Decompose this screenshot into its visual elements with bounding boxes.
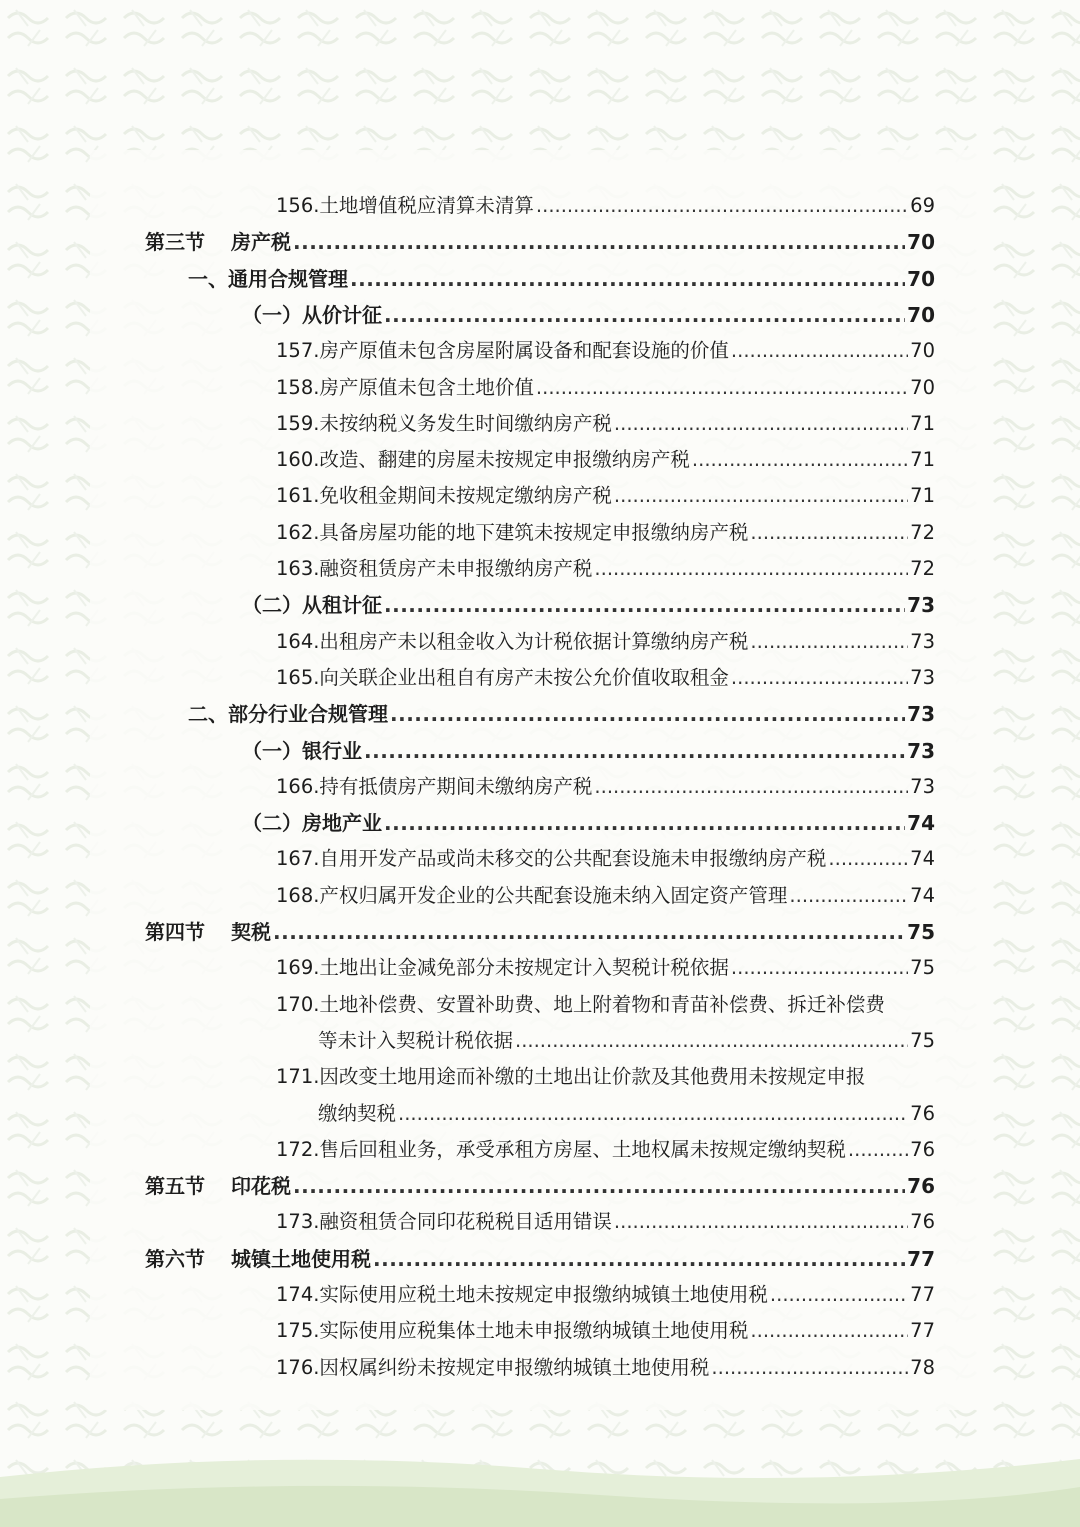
toc-page-number: 75 bbox=[907, 920, 935, 944]
dot-leader bbox=[398, 1096, 908, 1132]
toc-entry[interactable] bbox=[276, 660, 935, 696]
toc-section[interactable] bbox=[145, 224, 935, 260]
toc-page-number: 71 bbox=[910, 448, 935, 472]
toc-entry-title-wrap bbox=[145, 1168, 291, 1204]
dot-leader bbox=[770, 1277, 908, 1313]
dot-leader bbox=[711, 1350, 908, 1386]
dot-leader bbox=[731, 660, 908, 696]
toc-entry-title-wrap bbox=[242, 805, 382, 841]
toc-section-label: 第六节 bbox=[145, 1246, 205, 1271]
toc-page-number: 77 bbox=[910, 1319, 935, 1343]
toc-page-number: 73 bbox=[910, 629, 935, 653]
toc-entry-title: 168.产权归属开发企业的公共配套设施未纳入固定资产管理 bbox=[276, 883, 788, 907]
toc-page-number: 76 bbox=[910, 1101, 935, 1125]
toc-entry-title-wrap bbox=[276, 1313, 748, 1349]
toc-entry-title: 167.自用开发产品或尚未移交的公共配套设施未申报缴纳房产税 bbox=[276, 847, 827, 871]
toc-page-number: 72 bbox=[910, 520, 935, 544]
toc-entry-title: （一）从价计征 bbox=[242, 302, 382, 327]
toc-entry-title-wrap bbox=[276, 624, 748, 660]
toc-entry-title: 一、通用合规管理 bbox=[188, 266, 348, 291]
dot-leader bbox=[390, 696, 905, 732]
toc-entry[interactable] bbox=[276, 333, 935, 369]
dot-leader bbox=[273, 914, 905, 950]
toc-page-number: 73 bbox=[910, 665, 935, 689]
toc-page-number: 71 bbox=[910, 484, 935, 508]
dot-leader bbox=[789, 878, 908, 914]
toc-entry-title: 164.出租房产未以租金收入为计税依据计算缴纳房产税 bbox=[276, 629, 749, 653]
toc-entry-title-wrap bbox=[276, 188, 534, 224]
toc-entry-title-wrap bbox=[276, 515, 748, 551]
toc-entry[interactable] bbox=[276, 950, 935, 986]
dot-leader bbox=[536, 188, 908, 224]
toc-page-number: 77 bbox=[910, 1283, 935, 1306]
toc-entry-title: 等未计入契税计税依据 bbox=[318, 1028, 514, 1052]
toc-entry-title-wrap bbox=[242, 733, 362, 769]
toc-entry-title: （一）银行业 bbox=[242, 738, 362, 763]
toc-entry[interactable] bbox=[276, 478, 935, 514]
toc-page-number: 75 bbox=[910, 956, 935, 980]
toc-entry[interactable] bbox=[276, 1059, 935, 1095]
dot-leader bbox=[293, 1168, 905, 1204]
toc-entry-title-wrap bbox=[276, 1350, 709, 1386]
toc-entry-title: （二）房地产业 bbox=[242, 811, 382, 836]
toc-entry[interactable] bbox=[276, 406, 935, 442]
toc-section-label: 第四节 bbox=[145, 920, 205, 944]
toc-entry-title-wrap bbox=[276, 333, 729, 369]
toc-page-number: 77 bbox=[907, 1246, 935, 1271]
toc-entry-title: 174.实际使用应税土地未按规定申报缴纳城镇土地使用税 bbox=[276, 1283, 768, 1306]
dot-leader bbox=[293, 224, 905, 260]
toc-page-number: 73 bbox=[907, 702, 935, 727]
toc-entry-title: 158.房产原值未包含土地价值 bbox=[276, 375, 534, 399]
toc-entry[interactable] bbox=[276, 370, 935, 406]
toc-page-number: 72 bbox=[910, 557, 935, 580]
toc-entry-title: 173.融资租赁合同印花税税目适用错误 bbox=[276, 1210, 612, 1234]
toc-section[interactable] bbox=[145, 1168, 935, 1204]
toc-entry[interactable] bbox=[276, 442, 935, 478]
toc-heading[interactable] bbox=[242, 733, 935, 769]
toc-section[interactable] bbox=[145, 1241, 935, 1277]
toc-section-label: 第三节 bbox=[145, 230, 205, 255]
toc-entry-title-wrap bbox=[242, 587, 382, 623]
toc-entry-title-wrap bbox=[242, 297, 382, 333]
toc-entry[interactable] bbox=[276, 551, 935, 587]
toc-page-number: 70 bbox=[907, 302, 935, 327]
toc-entry-title-wrap bbox=[276, 370, 534, 406]
toc-entry-title-wrap bbox=[276, 406, 612, 442]
dot-leader bbox=[828, 841, 908, 877]
toc-entry-title-wrap bbox=[145, 1241, 371, 1277]
toc-entry[interactable] bbox=[276, 841, 935, 877]
toc-entry-title: 156.土地增值税应清算未清算 bbox=[276, 194, 534, 217]
toc-entry-title-wrap bbox=[276, 950, 729, 986]
dot-leader bbox=[731, 333, 908, 369]
toc-page-number: 70 bbox=[910, 375, 935, 399]
toc-entry[interactable] bbox=[276, 987, 935, 1023]
toc-entry-title-wrap bbox=[276, 442, 690, 478]
toc-entry-title-wrap bbox=[276, 1204, 612, 1240]
toc-entry-title-wrap bbox=[276, 769, 592, 805]
toc-entry-title: 二、部分行业合规管理 bbox=[188, 702, 388, 727]
dot-leader bbox=[614, 1204, 908, 1240]
toc-page-number: 73 bbox=[907, 738, 935, 763]
toc-entry-title: 161.免收租金期间未按规定缴纳房产税 bbox=[276, 484, 612, 508]
toc-entry[interactable] bbox=[276, 188, 935, 224]
toc-page-number: 73 bbox=[910, 774, 935, 798]
toc-entry-title: 房产税 bbox=[231, 230, 291, 255]
toc-entry-title: 172.售后回租业务，承受承租方房屋、土地权属未按规定缴纳契税 bbox=[276, 1137, 846, 1161]
toc-entry-title-wrap bbox=[145, 914, 271, 950]
toc-entry[interactable] bbox=[276, 1132, 935, 1168]
toc-entry-title-wrap bbox=[188, 261, 348, 297]
toc-section-label: 第五节 bbox=[145, 1174, 205, 1199]
dot-leader bbox=[750, 1313, 908, 1349]
toc-entry[interactable] bbox=[276, 769, 935, 805]
dot-leader bbox=[594, 551, 908, 587]
toc-entry-title-wrap bbox=[276, 878, 787, 914]
toc-entry-title-wrap bbox=[276, 841, 826, 877]
toc-entry[interactable] bbox=[276, 1313, 935, 1349]
dot-leader bbox=[614, 478, 908, 514]
toc-entry-title: 171.因改变土地用途而补缴的土地出让价款及其他费用未按规定申报 bbox=[276, 1065, 866, 1089]
toc-entry-title: 160.改造、翻建的房屋未按规定申报缴纳房产税 bbox=[276, 448, 690, 472]
toc-entry-title-wrap bbox=[276, 1277, 768, 1313]
toc-heading[interactable] bbox=[242, 587, 935, 623]
toc-entry-title: 163.融资租赁房产未申报缴纳房产税 bbox=[276, 557, 593, 580]
toc-page-number: 73 bbox=[907, 593, 935, 618]
toc-entry[interactable] bbox=[276, 1350, 935, 1386]
dot-leader bbox=[515, 1023, 908, 1059]
toc-entry-title: （二）从租计征 bbox=[242, 593, 382, 618]
toc-entry-title-wrap bbox=[145, 224, 291, 260]
dot-leader bbox=[750, 624, 908, 660]
dot-leader bbox=[536, 370, 908, 406]
dot-leader bbox=[692, 442, 908, 478]
toc-page-number: 74 bbox=[907, 811, 935, 836]
toc-entry-title: 175.实际使用应税集体土地未申报缴纳城镇土地使用税 bbox=[276, 1319, 749, 1343]
dot-leader bbox=[373, 1241, 905, 1277]
toc-page-number: 78 bbox=[910, 1355, 935, 1379]
toc-page-number: 75 bbox=[910, 1028, 935, 1052]
toc-entry[interactable] bbox=[276, 624, 935, 660]
bottom-wave-decoration bbox=[0, 1447, 1080, 1527]
dot-leader bbox=[384, 297, 905, 333]
dot-leader bbox=[614, 406, 908, 442]
toc-entry-title: 169.土地出让金减免部分未按规定计入契税计税依据 bbox=[276, 956, 729, 980]
toc-entry-title-wrap bbox=[276, 660, 729, 696]
toc-page-number: 70 bbox=[907, 266, 935, 291]
toc-entry-title: 162.具备房屋功能的地下建筑未按规定申报缴纳房产税 bbox=[276, 520, 749, 544]
toc-page-number: 76 bbox=[910, 1210, 935, 1234]
toc-entry[interactable] bbox=[318, 1096, 935, 1132]
dot-leader bbox=[848, 1132, 908, 1168]
toc-entry-title: 165.向关联企业出租自有房产未按公允价值收取租金 bbox=[276, 665, 729, 689]
toc-entry-title: 166.持有抵债房产期间未缴纳房产税 bbox=[276, 774, 593, 798]
toc-page-number: 74 bbox=[910, 883, 935, 907]
toc-entry-title-wrap bbox=[188, 696, 388, 732]
toc-page-number: 71 bbox=[910, 411, 935, 435]
toc-entry-title-wrap bbox=[276, 1132, 846, 1168]
dot-leader bbox=[384, 805, 905, 841]
toc-entry-title-wrap bbox=[318, 1023, 513, 1059]
toc-page-number: 74 bbox=[910, 847, 935, 871]
toc-entry-title-wrap bbox=[276, 478, 612, 514]
dot-leader bbox=[364, 733, 905, 769]
toc-entry-title: 176.因权属纠纷未按规定申报缴纳城镇土地使用税 bbox=[276, 1355, 710, 1379]
toc-page-number: 70 bbox=[907, 230, 935, 255]
dot-leader bbox=[384, 587, 905, 623]
toc-heading[interactable] bbox=[188, 261, 935, 297]
dot-leader bbox=[731, 950, 908, 986]
toc-entry[interactable] bbox=[318, 1023, 935, 1059]
toc-page-number: 70 bbox=[910, 339, 935, 363]
toc-heading[interactable] bbox=[242, 297, 935, 333]
dot-leader bbox=[594, 769, 908, 805]
toc-entry[interactable] bbox=[276, 878, 935, 914]
toc-heading[interactable] bbox=[242, 805, 935, 841]
toc-page-number: 76 bbox=[910, 1137, 935, 1161]
toc-page-number: 69 bbox=[910, 194, 935, 217]
toc-entry-title-wrap bbox=[318, 1096, 396, 1132]
toc-entry-title: 170.土地补偿费、安置补助费、地上附着物和青苗补偿费、拆迁补偿费 bbox=[276, 992, 885, 1016]
toc-entry[interactable] bbox=[276, 1204, 935, 1240]
toc-entry[interactable] bbox=[276, 515, 935, 551]
toc-entry-title-wrap bbox=[276, 551, 592, 587]
toc-page-number: 76 bbox=[907, 1174, 935, 1199]
toc-entry-title: 印花税 bbox=[231, 1174, 291, 1199]
toc-entry-title: 城镇土地使用税 bbox=[231, 1246, 371, 1271]
toc-entry-title: 缴纳契税 bbox=[318, 1101, 397, 1125]
dot-leader bbox=[350, 261, 905, 297]
toc-entry-title: 契税 bbox=[231, 920, 271, 944]
toc-heading[interactable] bbox=[188, 696, 935, 732]
dot-leader bbox=[750, 515, 908, 551]
toc-entry-title: 159.未按纳税义务发生时间缴纳房产税 bbox=[276, 411, 612, 435]
toc-entry[interactable] bbox=[276, 1277, 935, 1313]
toc-entry-title: 157.房产原值未包含房屋附属设备和配套设施的价值 bbox=[276, 339, 729, 363]
toc-section[interactable] bbox=[145, 914, 935, 950]
